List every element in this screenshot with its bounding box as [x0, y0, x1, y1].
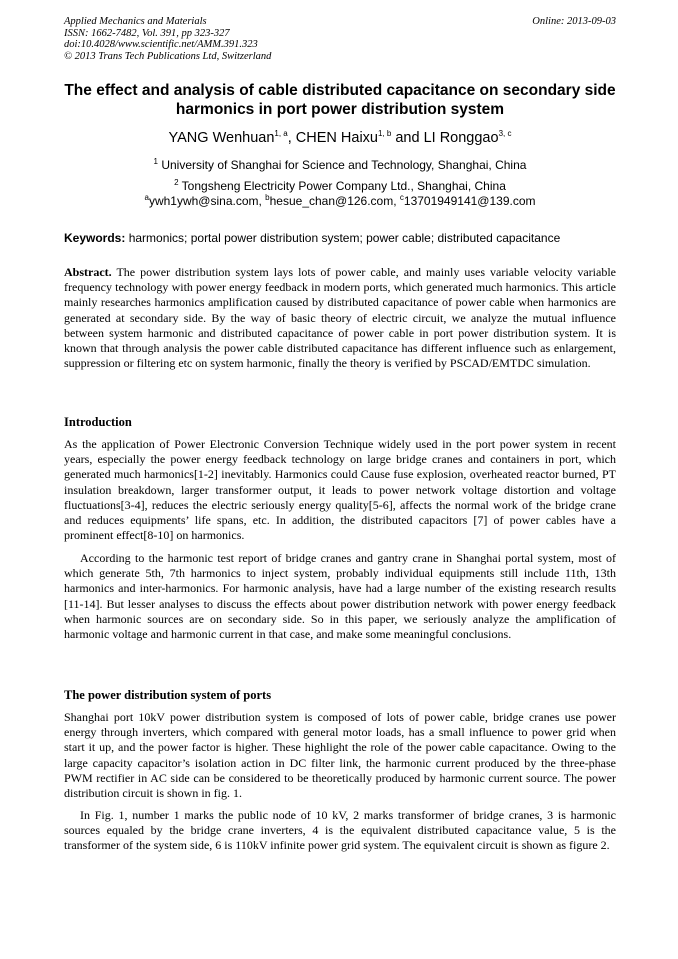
- email-b-sup: b: [265, 193, 270, 202]
- journal-copyright: © 2013 Trans Tech Publications Ltd, Switzerland: [64, 50, 272, 62]
- affiliation-2: [64, 179, 616, 193]
- email-a-sup: a: [144, 193, 149, 202]
- section-power-distribution-heading: The power distribution system of ports: [64, 688, 272, 702]
- author-1-sup: 1, a: [274, 129, 288, 139]
- email-a: ywh1ywh@sina.com,: [148, 194, 266, 208]
- abstract-text: The power distribution system lays lots of power cable, and mainly uses variable velocity variable frequency technology with power energy feedback in modern ports, which generated much harmonics. This article mainly researches harmonics amplification caused by distributed capacitance of power cable when harmonics are generated at secondary side. By the way of basic theory of electric circuit, we analyze the mutual influence between system harmonic and distributed capacitance of power cable in port power distribution system. It is known that through analysis the power cable distributed capacitance has different influence such as enlargement, suppression or filtering etc on system harmonic, finally the theory is verified by PSCAD/EMTDC simulation.: [64, 265, 616, 371]
- abstract: [64, 265, 616, 371]
- email-line: [64, 194, 616, 208]
- email-b: hesue_chan@126.com,: [269, 194, 400, 208]
- author-line: [64, 129, 616, 147]
- affiliation-1-sup: 1: [153, 157, 158, 166]
- paper-title: The effect and analysis of cable distributed capacitance on secondary side harmonics in port power distribution system: [64, 82, 616, 118]
- author-3-sup: 3, c: [498, 129, 512, 139]
- introduction-paragraph-2: According to the harmonic test report of bridge cranes and gantry crane in Shanghai portal system, most of which generate 5th, 7th harmonics to inject system, probably individual equipments still include 11th, 13th harmonics and inter-harmonics. For harmonic analysis, have had a large number of the existing research results [11-14]. But lesser analyses to discuss the effects about power distribution network with power energy feedback when harmonic sources are on secondary side. So in this paper, we seriously analyze the amplification of harmonic voltage and harmonic current in that case, and make some meaningful conclusions.: [64, 551, 616, 642]
- section-power-distribution-paragraph-2: In Fig. 1, number 1 marks the public node of 10 kV, 2 marks transformer of bridge cranes, 3 is harmonic sources equaled by the bridge crane inverters, 4 is the equivalent distributed capacitance value, 5 is the transformer of the system side, 6 is 110kV infinite power grid system. The equivalent circuit is shown as figure 2.: [64, 808, 616, 853]
- introduction-heading: Introduction: [64, 415, 132, 429]
- journal-doi: doi:10.4028/www.scientific.net/AMM.391.323: [64, 39, 258, 50]
- keywords: [64, 231, 616, 245]
- email-c: 13701949141@139.com: [403, 194, 536, 208]
- affiliation-1-text: University of Shanghai for Science and Technology, Shanghai, China: [157, 158, 527, 172]
- journal-issn: ISSN: 1662-7482, Vol. 391, pp 323-327: [64, 27, 230, 39]
- introduction-paragraph-1: As the application of Power Electronic Conversion Technique widely used in the port power system in recent years, especially the power energy feedback technology on large bridge cranes and containers in port, which generated much harmonics[1-2] inevitably. Harmonics could Cause fuse explosion, overheated reactor burned, PT insulation breakdown, larger transformer output, it leads to power network voltage distortion and voltage fluctuations[3-4], reduces the electric seriously energy quality[5-6], affects the normal work of the bridge crane and reduces equipments’ life spans, etc. In addition, the distributed capacitors [7] of power cables have a prominent effect[8-10] on harmonics.: [64, 437, 616, 543]
- journal-name: Applied Mechanics and Materials: [64, 16, 207, 27]
- abstract-label: Abstract.: [64, 265, 112, 279]
- author-1: YANG Wenhuan: [168, 130, 275, 146]
- author-2-sup: 1, b: [377, 129, 392, 139]
- keywords-label: Keywords:: [64, 231, 126, 245]
- email-c-sup: c: [399, 193, 404, 202]
- journal-header: [64, 16, 616, 62]
- section-power-distribution-paragraph-1: Shanghai port 10kV power distribution system is composed of lots of power cable, bridge cranes use power energy through inverters, which compared with general motor loads, has a small influence to power grid when start it up, and the power factor is higher. These highlight the role of the power cable capacitance. Owing to the large capacity capacitor’s isolation action in DC filter link, the harmonic current produced by the three-phase PWM rectifier in AC side can be considered to be theoretically produced by harmonic current source. The power distribution circuit is shown in fig. 1.: [64, 710, 616, 801]
- author-2: , CHEN Haixu: [287, 130, 378, 146]
- affiliation-2-sup: 2: [174, 178, 179, 187]
- affiliation-2-text: Tongsheng Electricity Power Company Ltd., Shanghai, China: [178, 179, 506, 193]
- online-date: Online: 2013-09-03: [532, 16, 616, 27]
- affiliation-1: [64, 158, 616, 172]
- keywords-text: harmonics; portal power distribution system; power cable; distributed capacitance: [125, 231, 561, 245]
- author-3: and LI Ronggao: [391, 130, 499, 146]
